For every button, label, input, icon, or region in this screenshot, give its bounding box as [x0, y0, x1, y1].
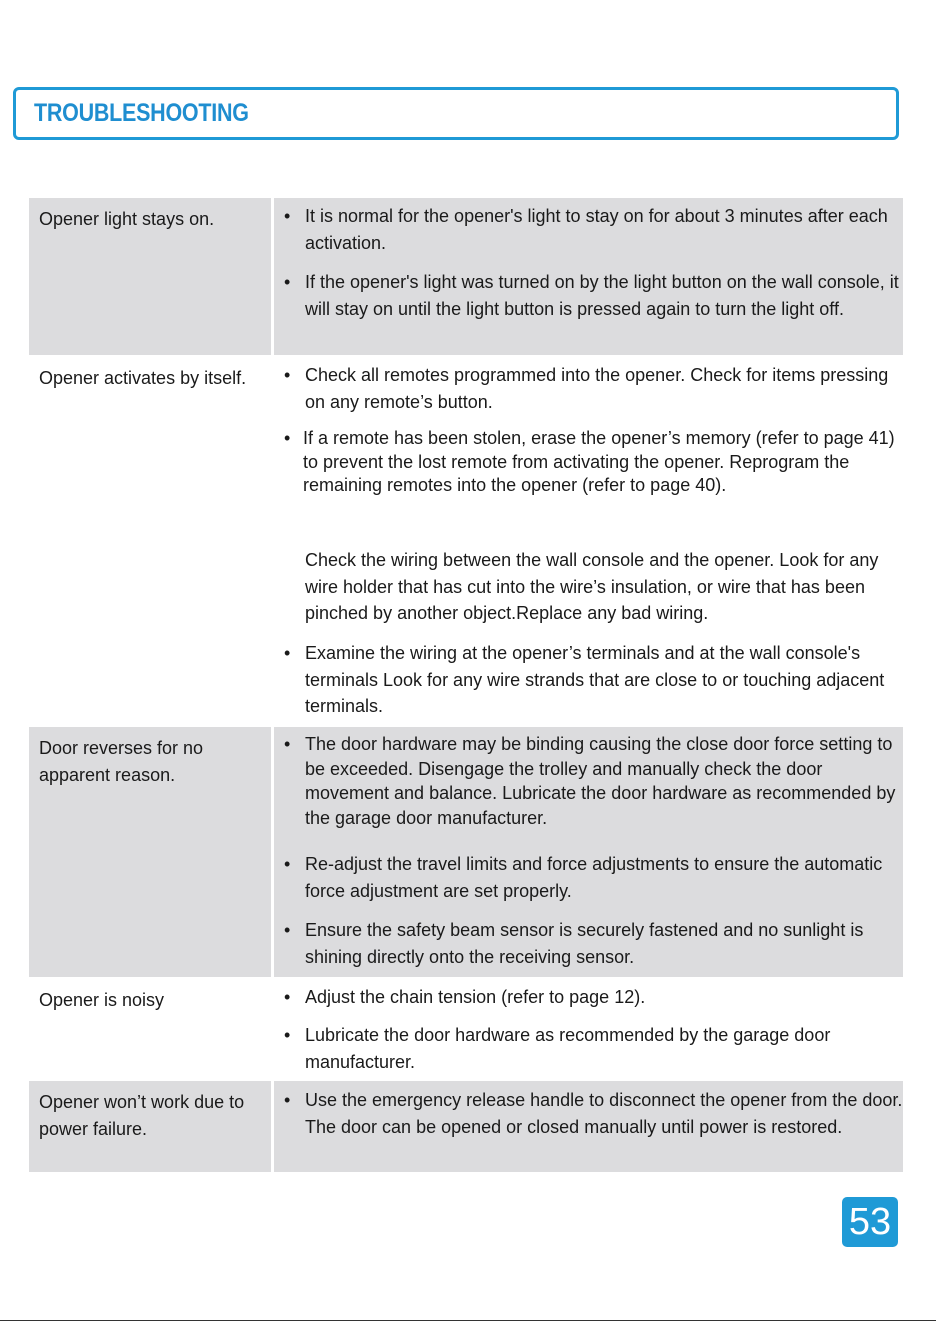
bullet-glyph: •: [284, 365, 291, 385]
solution-text: Adjust the chain tension (refer to page 12).: [305, 987, 646, 1007]
list-item: [274, 732, 906, 830]
divider: [0, 1320, 936, 1321]
solution-text: Lubricate the door hardware as recommended by the garage door manufacturer.: [305, 1025, 831, 1072]
solution-text: The door hardware may be binding causing the close door force setting to be exceeded. Disengage the trolley and manually check the door movement and balance. Lubricate the door hardware as recommended by the garage door manufacturer.: [305, 734, 896, 828]
problem-cell: Door reverses for no apparent reason.: [29, 727, 271, 977]
list-item: [274, 547, 906, 627]
list-item: [274, 640, 906, 720]
list-item: [274, 1087, 906, 1140]
bullet-glyph: •: [284, 272, 291, 292]
list-item: [274, 362, 906, 415]
bullet-glyph: •: [284, 920, 291, 940]
list-item: [274, 851, 906, 904]
solution-cell: [274, 198, 903, 355]
table-row: [29, 357, 903, 724]
solution-text: Examine the wiring at the opener’s terminals and at the wall console's terminals Look for any wire strands that are close to or touching adjacent terminals.: [305, 643, 885, 716]
bullet-glyph: •: [284, 1090, 291, 1110]
table-row: [29, 1081, 903, 1172]
page-title: TROUBLESHOOTING: [34, 99, 249, 127]
solution-cell: [274, 727, 903, 977]
solution-text: Check all remotes programmed into the opener. Check for items pressing on any remote’s button.: [305, 365, 889, 412]
list-item: [274, 1022, 906, 1075]
list-item: [274, 427, 906, 498]
list-item: [274, 203, 906, 256]
bullet-glyph: •: [284, 428, 291, 448]
solution-text: Re-adjust the travel limits and force adjustments to ensure the automatic force adjustment are set properly.: [305, 854, 883, 901]
solution-cell: [274, 1081, 903, 1172]
solution-text: If a remote has been stolen, erase the opener’s memory (refer to page 41) to prevent the lost remote from activating the opener. Reprogram the remaining remotes into the opener (refer to page 40).: [303, 428, 895, 495]
solution-text: If the opener's light was turned on by the light button on the wall console, it will stay on until the light button is pressed again to turn the light off.: [305, 272, 899, 319]
problem-cell: Opener is noisy: [39, 990, 165, 1010]
bullet-glyph: •: [284, 1025, 291, 1045]
list-item: [274, 984, 906, 1011]
solution-text: Check the wiring between the wall console and the opener. Look for any wire holder that has cut into the wire’s insulation, or wire that has been pinched by another object.Replace any bad wiring.: [305, 550, 879, 623]
table-row: [29, 979, 903, 1079]
list-item: [274, 917, 906, 970]
bullet-glyph: •: [284, 643, 291, 663]
solution-text: Ensure the safety beam sensor is securely fastened and no sunlight is shining directly onto the receiving sensor.: [305, 920, 864, 967]
solution-text: Use the emergency release handle to disconnect the opener from the door. The door can be opened or closed manually until power is restored.: [305, 1090, 903, 1137]
solution-cell: [274, 357, 903, 724]
problem-cell: Opener won’t work due to power failure.: [29, 1081, 271, 1172]
bullet-glyph: •: [284, 206, 291, 226]
solution-cell: [274, 979, 903, 1079]
table-row: [29, 727, 903, 977]
page-number: 53: [842, 1197, 898, 1247]
list-item: [274, 269, 906, 322]
problem-cell: Opener activates by itself.: [39, 368, 247, 388]
bullet-glyph: •: [284, 987, 291, 1007]
bullet-glyph: •: [284, 734, 291, 754]
section-header: [13, 87, 899, 140]
bullet-glyph: •: [284, 854, 291, 874]
problem-cell: Opener light stays on.: [29, 198, 271, 355]
solution-text: It is normal for the opener's light to stay on for about 3 minutes after each activation.: [305, 206, 888, 253]
table-row: [29, 198, 903, 355]
